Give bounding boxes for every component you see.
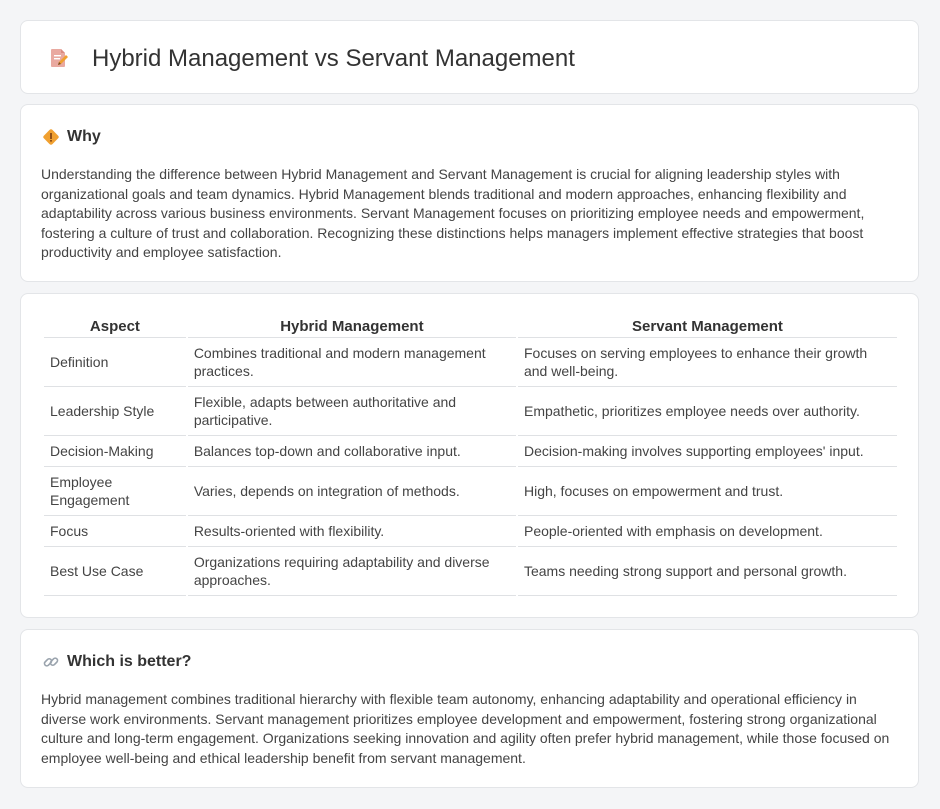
aspect-cell: Decision-Making [44, 436, 186, 467]
why-section [20, 104, 919, 282]
aspect-cell: Definition [44, 338, 186, 387]
why-heading: Why [67, 128, 101, 145]
link-icon [42, 653, 60, 671]
aspect-cell: Employee Engagement [44, 467, 186, 516]
page-title: Hybrid Management vs Servant Management [92, 45, 575, 72]
servant-cell: Teams needing strong support and personal growth. [518, 547, 897, 596]
hybrid-cell: Results-oriented with flexibility. [188, 516, 516, 547]
comparison-section [20, 293, 919, 618]
table-header-row [44, 316, 897, 338]
hybrid-cell: Combines traditional and modern management practices. [188, 338, 516, 387]
column-header-servant: Servant Management [518, 316, 897, 338]
diamond-sign-icon [42, 128, 60, 146]
aspect-cell: Leadership Style [44, 387, 186, 436]
servant-cell: Empathetic, prioritizes employee needs over authority. [518, 387, 897, 436]
servant-cell: People-oriented with emphasis on development. [518, 516, 897, 547]
table-row [44, 547, 897, 596]
better-text: Hybrid management combines traditional hierarchy with flexible team autonomy, enhancing adaptability and operational efficiency in diverse work environments. Servant management prioritizes employee development and empowerment, fostering strong organizational culture and long-term engagement. Organizations seeking innovation and agility often prefer hybrid management, while those focused on employee well-being and ethical leadership benefit from servant management. [41, 691, 890, 766]
table-row [44, 467, 897, 516]
better-heading-row [42, 653, 191, 671]
hybrid-cell: Flexible, adapts between authoritative and participative. [188, 387, 516, 436]
hybrid-cell: Organizations requiring adaptability and diverse approaches. [188, 547, 516, 596]
aspect-cell: Focus [44, 516, 186, 547]
why-heading-row [42, 128, 101, 146]
table-row [44, 387, 897, 436]
servant-cell: Decision-making involves supporting employees' input. [518, 436, 897, 467]
servant-cell: Focuses on serving employees to enhance their growth and well-being. [518, 338, 897, 387]
aspect-cell: Best Use Case [44, 547, 186, 596]
column-header-hybrid: Hybrid Management [188, 316, 516, 338]
table-row [44, 338, 897, 387]
table-row [44, 436, 897, 467]
table-row [44, 516, 897, 547]
comparison-table [42, 316, 899, 596]
why-text: Understanding the difference between Hybrid Management and Servant Management is crucial for aligning leadership styles with organizational goals and team dynamics. Hybrid Management blends traditional and modern approaches, enhancing flexibility and adaptability across various business environments. Servant Management focuses on prioritizing employee needs and empowerment, fostering a culture of trust and collaboration. Recognizing these distinctions helps managers implement effective strategies that boost productivity and employee satisfaction. [41, 166, 865, 260]
hybrid-cell: Balances top-down and collaborative input. [188, 436, 516, 467]
hybrid-cell: Varies, depends on integration of methods. [188, 467, 516, 516]
better-heading: Which is better? [67, 653, 192, 670]
which-is-better-section [20, 629, 919, 788]
column-header-aspect: Aspect [44, 316, 186, 338]
servant-cell: High, focuses on empowerment and trust. [518, 467, 897, 516]
header-card [20, 20, 919, 94]
document-pen-icon [47, 46, 71, 70]
